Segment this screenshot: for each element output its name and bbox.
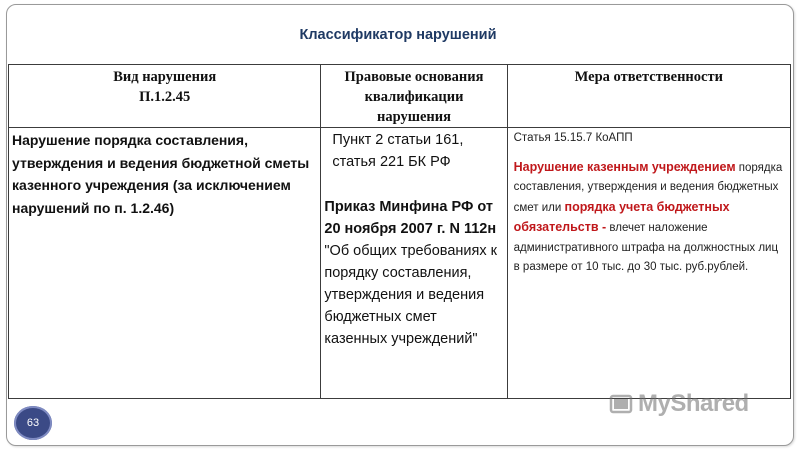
header-legal-basis (321, 65, 507, 128)
legal-order (324, 196, 502, 350)
liability-plain-1: порядка составления, утверждения и ведения бюджетных смет или (513, 161, 783, 214)
header-violation-type-label: Вид нарушения (113, 69, 217, 85)
liability-red-2: порядка учета бюджетных обязательств - (513, 199, 730, 234)
header-violation-code: П.1.2.45 (139, 89, 191, 105)
cell-liability (507, 128, 790, 399)
legal-order-rest: "Об общих требованиях к порядку составления, утверждения и ведения бюджетных смет казенных учреждений" (324, 243, 497, 347)
legal-basis-text (321, 128, 506, 350)
liability-description (514, 158, 786, 278)
legal-order-bold: Приказ Минфина РФ от 20 ноября 2007 г. N 112н (324, 199, 497, 237)
legal-point: Пункт 2 статьи 161, статья 221 БК РФ (332, 132, 464, 170)
header-liability (507, 65, 790, 128)
watermark-logo-icon (608, 391, 634, 417)
liability-plain-2: влечет наложение административного штрафа на должностных лиц в размере от 10 тыс. до 30 тыс. руб.рублей. (513, 222, 779, 273)
liability-article: Статья 15.15.7 КоАПП (513, 132, 633, 144)
cell-legal-basis (321, 128, 507, 399)
page-number-badge (14, 406, 52, 440)
watermark (608, 388, 768, 420)
liability-red-1: Нарушение казенным учреждением (513, 159, 736, 174)
header-liability-label: Мера ответственности (574, 69, 723, 85)
watermark-text: MyShared (638, 390, 749, 417)
classifier-table (8, 64, 791, 399)
violation-text: Нарушение порядка составления, утверждения и ведения бюджетной сметы казенного учреждения (за исключением нарушений по п. 1.2.46) (12, 132, 310, 216)
cell-violation (9, 128, 321, 399)
slide-title: Классификатор нарушений (299, 27, 497, 43)
table-header-row (9, 65, 791, 128)
liability-text (508, 128, 790, 278)
table-row (9, 128, 791, 399)
header-legal-basis-label: Правовые основания квалификации нарушения (344, 69, 484, 125)
header-violation-type (9, 65, 321, 128)
page-number: 63 (26, 417, 40, 429)
